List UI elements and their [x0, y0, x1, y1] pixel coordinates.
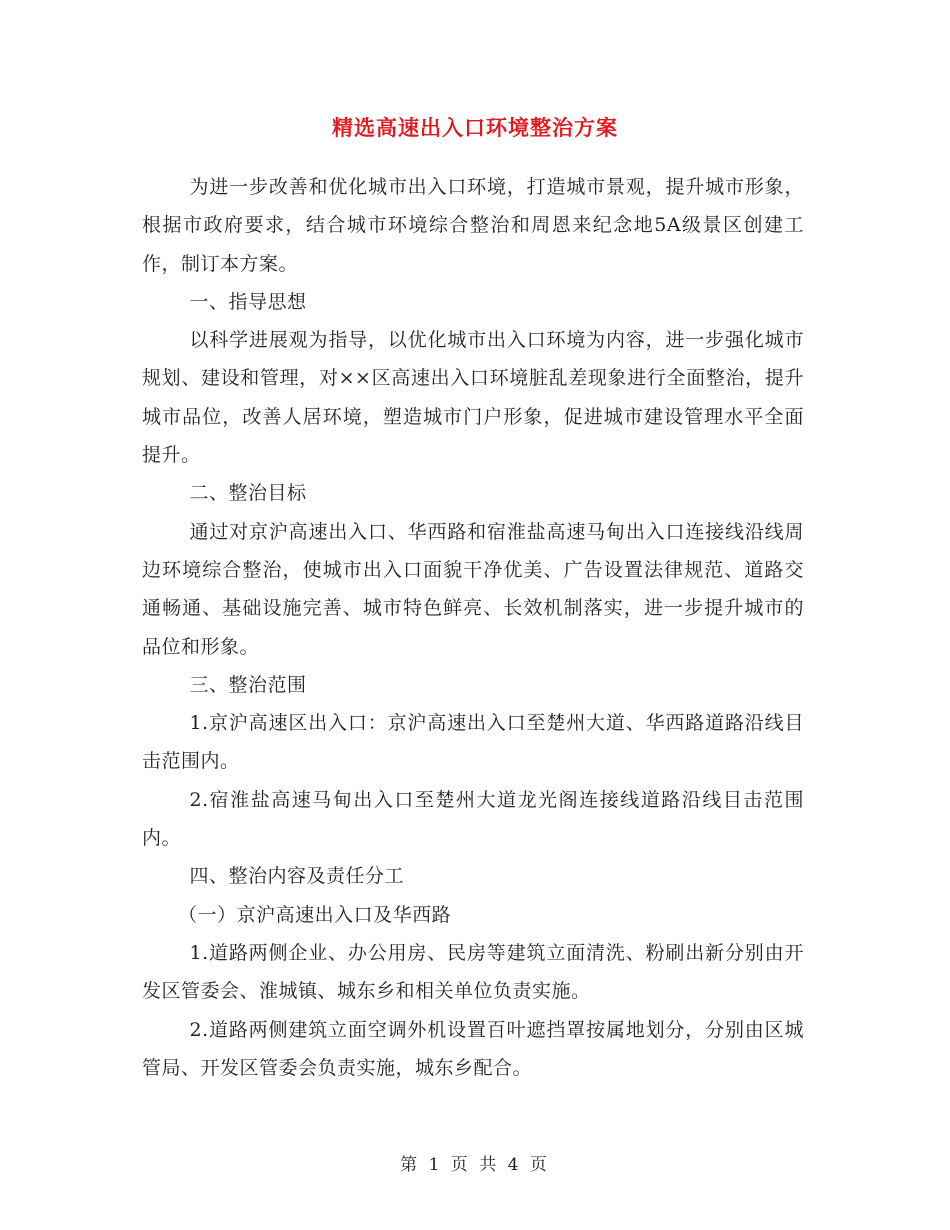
page-number-footer: 第 1 页 共 4 页 — [400, 1155, 550, 1175]
paragraph-content-1: 1.道路两侧企业、办公用房、民房等建筑立面清洗、粉刷出新分别由开发区管委会、淮城镇、城东乡和相关单位负责实施。 — [142, 941, 804, 1003]
document-body — [142, 168, 804, 1087]
paragraph-scope-1: 1.京沪高速区出入口：京沪高速出入口至楚州大道、华西路道路沿线目击范围内。 — [142, 712, 804, 773]
section-heading-guiding-ideology: 一、指导思想 — [189, 290, 307, 313]
section-heading-goals: 二、整治目标 — [189, 482, 307, 505]
section-heading-scope: 三、整治范围 — [189, 673, 307, 696]
subsection-heading-jinghu: （一）京沪高速出入口及华西路 — [178, 903, 452, 926]
paragraph-goals: 通过对京沪高速出入口、华西路和宿淮盐高速马甸出入口连接线沿线周边环境综合整治，使城市出入口面貌干净优美、广告设置法律规范、道路交通畅通、基础设施完善、城市特色鲜亮、长效机制落实，进一步提升城市的品位和形象。 — [142, 520, 804, 658]
paragraph-intro: 为进一步改善和优化城市出入口环境，打造城市景观，提升城市形象，根据市政府要求，结合城市环境综合整治和周恩来纪念地5A级景区创建工作，制订本方案。 — [142, 176, 804, 275]
paragraph-scope-2: 2.宿淮盐高速马甸出入口至楚州大道龙光阁连接线道路沿线目击范围内。 — [142, 788, 804, 850]
document-title: 精选高速出入口环境整治方案 — [332, 115, 618, 140]
paragraph-guiding-ideology: 以科学进展观为指导，以优化城市出入口环境为内容，进一步强化城市规划、建设和管理，对××区高速出入口环境脏乱差现象进行全面整治，提升城市品位，改善人居环境，塑造城市门户形象，促进城市建设管理水平全面提升。 — [142, 329, 804, 467]
paragraph-content-2: 2.道路两侧建筑立面空调外机设置百叶遮挡罩按属地划分，分别由区城管局、开发区管委会负责实施，城东乡配合。 — [142, 1018, 804, 1079]
section-heading-content: 四、整治内容及责任分工 — [189, 865, 405, 888]
